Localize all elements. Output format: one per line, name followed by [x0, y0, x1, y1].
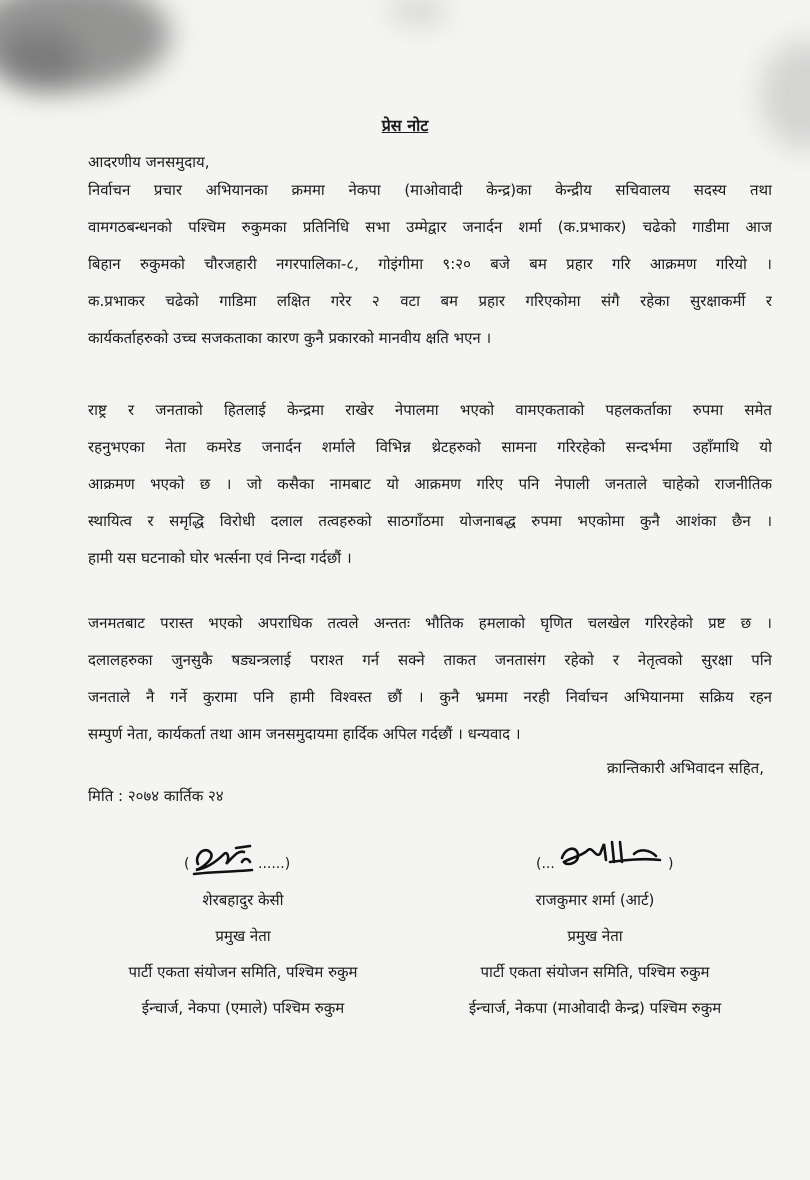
paragraph-line: बिहान रुकुमको चौरजहारी नगरपालिका-८, गोइंगीमा ९:२० बजे बम प्रहार गरि आक्रमण गरियो ।	[88, 255, 772, 273]
signatory-role: प्रमुख नेता	[567, 927, 623, 945]
signature-area	[78, 830, 408, 882]
signatory-role: प्रमुख नेता	[215, 927, 271, 945]
signatory-organization: पार्टी एकता संयोजन समिति, पश्चिम रुकुम	[128, 963, 358, 981]
signatory-name: राजकुमार शर्मा (आर्ट)	[535, 891, 655, 909]
paragraph-line: जनताले नै गर्ने कुरामा पनि हामी विश्वस्त छौं । कुनै भ्रममा नरही निर्वाचन अभियानमा सक्रिय रहन	[88, 688, 772, 706]
signatory-charge: ईन्चार्ज, नेकपा (एमाले) पश्चिम रुकुम	[141, 999, 345, 1017]
signatory-charge: ईन्चार्ज, नेकपा (माओवादी केन्द्र) पश्चिम रुकुम	[468, 999, 722, 1017]
paragraph-line: निर्वाचन प्रचार अभियानका क्रममा नेकपा (माओवादी केन्द्र)का केन्द्रीय सचिवालय सदस्य तथा	[88, 181, 772, 199]
signatory-right	[430, 830, 760, 1026]
paragraph-2	[88, 392, 772, 577]
salutation: आदरणीय जनसमुदाय,	[88, 153, 210, 171]
paragraph-line: दलालहरुका जुनसुकै षड्यन्त्रलाई पराश्त गर्न सक्ने ताकत जनतासंग रहेको र नेतृत्वको सुरक्षा पनि	[88, 651, 772, 669]
handwritten-signature	[556, 836, 666, 876]
paragraph-line: स्थायित्व र समृद्धि विरोधी दलाल तत्वहरुको साठगाँठमा योजनाबद्ध रुपमा भएकोमा कुनै आशंका छैन ।	[88, 512, 772, 530]
signatory-organization: पार्टी एकता संयोजन समिति, पश्चिम रुकुम	[480, 963, 710, 981]
paragraph-3	[88, 605, 772, 753]
paragraph-line: क.प्रभाकर चढेको गाडिमा लक्षित गरेर २ वटा बम प्रहार गरिएकोमा संगै रहेका सुरक्षाकर्मी र	[88, 292, 772, 310]
scan-smudge	[388, 0, 448, 22]
date-line: मिति : २०७४ कार्तिक २४	[88, 787, 224, 805]
paragraph-line: हामी यस घटनाको घोर भर्त्सना एवं निन्दा गर्दछौं ।	[88, 549, 352, 567]
paragraph-line: रहनुभएका नेता कमरेड जनार्दन शर्माले विभिन्न थ्रेटहरुको सामना गरिरहेको सन्दर्भमा उहाँमाथि यो	[88, 438, 772, 456]
paragraph-1	[88, 172, 772, 357]
signature-paren-open: (	[184, 856, 190, 872]
paragraph-line: वामगठबन्धनको पश्चिम रुकुमका प्रतिनिधि सभा उम्मेद्वार जनार्दन शर्मा (क.प्रभाकर) चढेको गाडीमा आज	[88, 218, 772, 236]
signature-area	[430, 830, 760, 882]
paragraph-line: जनमतबाट परास्त भएको अपराधिक तत्वले अन्ततः भौतिक हमलाको घृणित चलखेल गरिरहेको प्रष्ट छ ।	[88, 614, 772, 632]
handwritten-signature	[190, 834, 260, 878]
paragraph-line: आक्रमण भएको छ । जो कसैका नामबाट यो आक्रमण गरिए पनि नेपाली जनताले चाहेको राजनीतिक	[88, 475, 772, 493]
signatory-name: शेरबहादुर केसी	[202, 891, 284, 909]
closing-greeting: क्रान्तिकारी अभिवादन सहित,	[606, 759, 764, 777]
paragraph-line: कार्यकर्ताहरुको उच्च सजकताका कारण कुनै प्रकारको मानवीय क्षति भएन ।	[88, 329, 492, 347]
page-title: प्रेस नोट	[381, 116, 429, 135]
scan-smudge	[0, 30, 80, 90]
paragraph-line: सम्पुर्ण नेता, कार्यकर्ता तथा आम जनसमुदायमा हार्दिक अपिल गर्दछौं । धन्यवाद ।	[88, 725, 521, 743]
signatory-left	[78, 830, 408, 1026]
signature-paren-close: )	[668, 856, 674, 872]
paragraph-line: राष्ट्र र जनताको हितलाई केन्द्रमा राखेर नेपालमा भएको वामएकताको पहलकर्ताका रुपमा समेत	[88, 401, 772, 419]
signature-paren-open: (...	[536, 856, 555, 872]
signature-paren-close: ......)	[258, 856, 291, 872]
